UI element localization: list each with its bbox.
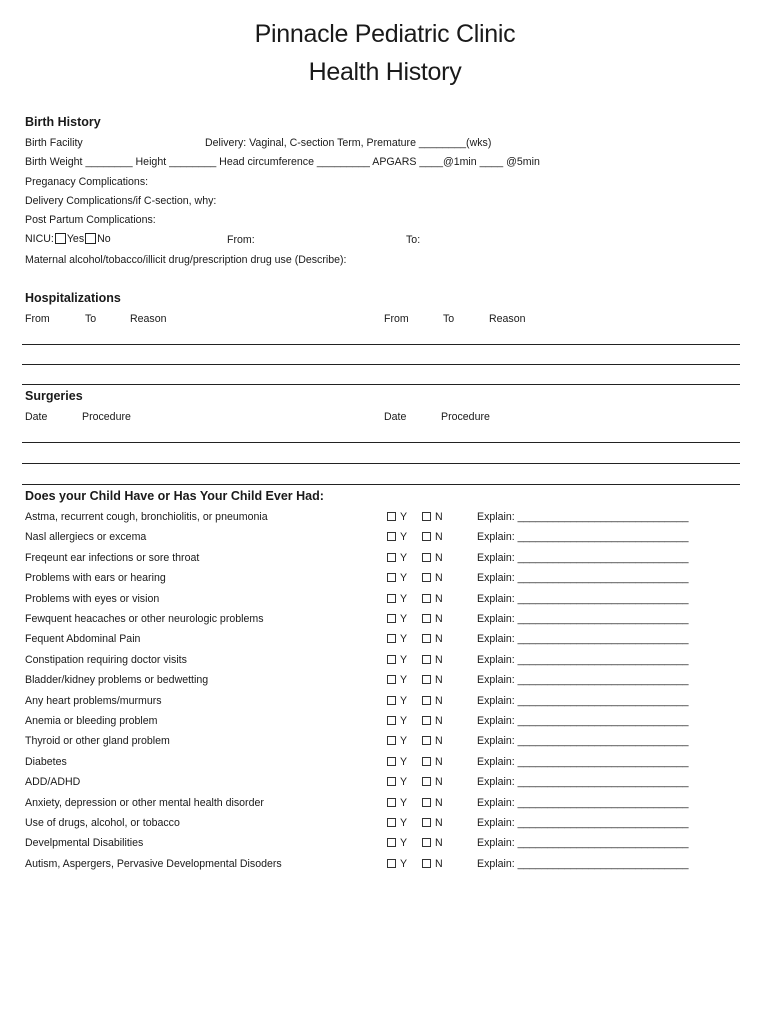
hosp-entry-line[interactable]: [22, 364, 740, 365]
no-checkbox[interactable]: [422, 532, 431, 541]
condition-no-option[interactable]: [422, 593, 443, 605]
hosp-col-reason: Reason: [130, 313, 167, 325]
condition-label: Any heart problems/murmurs: [25, 695, 162, 707]
no-label: N: [435, 735, 443, 747]
condition-no-option[interactable]: [422, 858, 443, 870]
yes-label: Y: [400, 633, 408, 645]
no-checkbox[interactable]: [422, 818, 431, 827]
no-label: N: [435, 695, 443, 707]
condition-yes-option[interactable]: [387, 654, 407, 666]
condition-explain-field[interactable]: Explain: _____________________________: [477, 531, 689, 543]
yes-label: Y: [400, 817, 408, 829]
condition-yes-option[interactable]: [387, 613, 407, 625]
clinic-name: Pinnacle Pediatric Clinic: [254, 20, 516, 48]
yes-checkbox[interactable]: [387, 512, 396, 521]
condition-label: Thyroid or other gland problem: [25, 735, 170, 747]
condition-explain-field[interactable]: Explain: _____________________________: [477, 633, 689, 645]
yes-checkbox[interactable]: [387, 736, 396, 745]
no-label: N: [435, 817, 443, 829]
no-checkbox[interactable]: [422, 614, 431, 623]
yes-label: Y: [400, 552, 408, 564]
condition-yes-option[interactable]: [387, 797, 407, 809]
condition-no-option[interactable]: [422, 552, 443, 564]
condition-no-option[interactable]: [422, 613, 443, 625]
no-label: N: [435, 572, 443, 584]
no-label: N: [435, 674, 443, 686]
yes-checkbox[interactable]: [387, 553, 396, 562]
condition-label: ADD/ADHD: [25, 776, 81, 788]
nicu-yes-checkbox[interactable]: [55, 233, 66, 244]
condition-label: Use of drugs, alcohol, or tobacco: [25, 817, 180, 829]
condition-yes-option[interactable]: [387, 837, 407, 849]
condition-explain-field[interactable]: Explain: _____________________________: [477, 837, 689, 849]
yes-checkbox[interactable]: [387, 573, 396, 582]
yes-label: Y: [400, 837, 408, 849]
no-checkbox[interactable]: [422, 675, 431, 684]
hosp-col-to: To: [85, 313, 97, 325]
hosp-col-reason-2: Reason: [489, 313, 526, 325]
condition-yes-option[interactable]: [387, 858, 407, 870]
condition-no-option[interactable]: [422, 572, 443, 584]
yes-checkbox[interactable]: [387, 696, 396, 705]
condition-no-option[interactable]: [422, 735, 443, 747]
no-label: N: [435, 593, 443, 605]
condition-no-option[interactable]: [422, 511, 443, 523]
maternal-use-label: Maternal alcohol/tobacco/illicit drug/prescription drug use (Describe):: [25, 254, 347, 266]
yes-checkbox[interactable]: [387, 634, 396, 643]
condition-yes-option[interactable]: [387, 593, 407, 605]
no-label: N: [435, 776, 443, 788]
no-label: N: [435, 654, 443, 666]
condition-yes-option[interactable]: [387, 715, 407, 727]
yes-label: Y: [400, 674, 408, 686]
hosp-col-from: From: [25, 313, 50, 325]
condition-yes-option[interactable]: [387, 735, 407, 747]
birth-history-heading: Birth History: [25, 115, 101, 129]
no-checkbox[interactable]: [422, 838, 431, 847]
hospitalizations-heading: Hospitalizations: [25, 291, 121, 305]
condition-label: Anemia or bleeding problem: [25, 715, 158, 727]
yes-label: Y: [400, 756, 408, 768]
condition-no-option[interactable]: [422, 756, 443, 768]
nicu-row: [25, 233, 111, 245]
condition-label: Diabetes: [25, 756, 67, 768]
birth-measurements-line: Birth Weight ________ Height ________ Head circumference _________ APGARS ____@1min ____ @5min: [25, 156, 540, 168]
condition-no-option[interactable]: [422, 817, 443, 829]
yes-checkbox[interactable]: [387, 614, 396, 623]
yes-checkbox[interactable]: [387, 818, 396, 827]
condition-explain-field[interactable]: Explain: _____________________________: [477, 776, 689, 788]
condition-explain-field[interactable]: Explain: _____________________________: [477, 552, 689, 564]
no-checkbox[interactable]: [422, 594, 431, 603]
condition-label: Constipation requiring doctor visits: [25, 654, 187, 666]
no-checkbox[interactable]: [422, 655, 431, 664]
no-checkbox[interactable]: [422, 696, 431, 705]
condition-label: Autism, Aspergers, Pervasive Developmental Disoders: [25, 858, 282, 870]
yes-label: Y: [400, 511, 408, 523]
condition-yes-option[interactable]: [387, 633, 407, 645]
condition-explain-field[interactable]: Explain: _____________________________: [477, 858, 689, 870]
yes-label: Y: [400, 593, 408, 605]
nicu-label: NICU:: [25, 233, 54, 245]
condition-explain-field[interactable]: Explain: _____________________________: [477, 817, 689, 829]
condition-explain-field[interactable]: Explain: _____________________________: [477, 511, 689, 523]
condition-yes-option[interactable]: [387, 776, 407, 788]
condition-explain-field[interactable]: Explain: _____________________________: [477, 715, 689, 727]
no-label: N: [435, 633, 443, 645]
nicu-no-checkbox[interactable]: [85, 233, 96, 244]
condition-label: Fewquent heacaches or other neurologic problems: [25, 613, 264, 625]
condition-no-option[interactable]: [422, 674, 443, 686]
delivery-line: Delivery: Vaginal, C-section Term, Premature ________(wks): [205, 137, 492, 149]
condition-label: Nasl allergiecs or excema: [25, 531, 147, 543]
yes-checkbox[interactable]: [387, 594, 396, 603]
hosp-col-to-2: To: [443, 313, 455, 325]
condition-yes-option[interactable]: [387, 531, 407, 543]
surg-col-date: Date: [25, 411, 48, 423]
no-label: N: [435, 858, 443, 870]
surgeries-heading: Surgeries: [25, 389, 83, 403]
yes-label: Y: [400, 715, 408, 727]
no-checkbox[interactable]: [422, 716, 431, 725]
pregnancy-complications-label: Preganacy Complications:: [25, 176, 149, 188]
yes-checkbox[interactable]: [387, 777, 396, 786]
surg-col-procedure-2: Procedure: [441, 411, 490, 423]
yes-label: Y: [400, 654, 408, 666]
post-partum-label: Post Partum Complications:: [25, 214, 156, 226]
condition-explain-field[interactable]: Explain: _____________________________: [477, 572, 689, 584]
no-checkbox[interactable]: [422, 573, 431, 582]
condition-no-option[interactable]: [422, 776, 443, 788]
condition-yes-option[interactable]: [387, 695, 407, 707]
condition-yes-option[interactable]: [387, 572, 407, 584]
yes-checkbox[interactable]: [387, 757, 396, 766]
yes-label: Y: [400, 695, 408, 707]
yes-label: Y: [400, 572, 408, 584]
surg-col-date-2: Date: [384, 411, 407, 423]
condition-label: Astma, recurrent cough, bronchiolitis, or pneumonia: [25, 511, 268, 523]
condition-no-option[interactable]: [422, 654, 443, 666]
condition-yes-option[interactable]: [387, 511, 407, 523]
condition-explain-field[interactable]: Explain: _____________________________: [477, 735, 689, 747]
yes-checkbox[interactable]: [387, 655, 396, 664]
no-checkbox[interactable]: [422, 736, 431, 745]
delivery-complications-label: Delivery Complications/if C-section, why:: [25, 195, 217, 207]
no-label: N: [435, 756, 443, 768]
hosp-col-from-2: From: [384, 313, 409, 325]
surgery-entry-line[interactable]: [22, 442, 740, 443]
no-label: N: [435, 797, 443, 809]
nicu-no-label: No: [97, 233, 111, 245]
nicu-from-label: From:: [227, 234, 255, 246]
yes-label: Y: [400, 797, 408, 809]
no-label: N: [435, 552, 443, 564]
condition-label: Anxiety, depression or other mental health disorder: [25, 797, 264, 809]
nicu-to-label: To:: [406, 234, 421, 246]
no-checkbox[interactable]: [422, 553, 431, 562]
condition-explain-field[interactable]: Explain: _____________________________: [477, 797, 689, 809]
condition-yes-option[interactable]: [387, 552, 407, 564]
no-checkbox[interactable]: [422, 757, 431, 766]
no-checkbox[interactable]: [422, 634, 431, 643]
yes-label: Y: [400, 858, 408, 870]
form-title: Health History: [308, 58, 462, 86]
nicu-yes-label: Yes: [66, 233, 85, 245]
condition-explain-field[interactable]: Explain: _____________________________: [477, 654, 689, 666]
condition-explain-field[interactable]: Explain: _____________________________: [477, 593, 689, 605]
condition-no-option[interactable]: [422, 715, 443, 727]
condition-no-option[interactable]: [422, 633, 443, 645]
yes-checkbox[interactable]: [387, 675, 396, 684]
condition-no-option[interactable]: [422, 695, 443, 707]
surgery-entry-line[interactable]: [22, 463, 740, 464]
condition-label: Freqeunt ear infections or sore throat: [25, 552, 200, 564]
condition-no-option[interactable]: [422, 797, 443, 809]
hosp-entry-line[interactable]: [22, 344, 740, 345]
conditions-heading: Does your Child Have or Has Your Child Ever Had:: [25, 489, 324, 503]
condition-no-option[interactable]: [422, 531, 443, 543]
condition-yes-option[interactable]: [387, 674, 407, 686]
yes-label: Y: [400, 776, 408, 788]
no-checkbox[interactable]: [422, 859, 431, 868]
no-label: N: [435, 837, 443, 849]
yes-label: Y: [400, 613, 408, 625]
no-label: N: [435, 531, 443, 543]
condition-label: Develpmental Disabilities: [25, 837, 144, 849]
condition-yes-option[interactable]: [387, 756, 407, 768]
no-checkbox[interactable]: [422, 512, 431, 521]
no-label: N: [435, 511, 443, 523]
yes-label: Y: [400, 531, 408, 543]
yes-checkbox[interactable]: [387, 859, 396, 868]
condition-yes-option[interactable]: [387, 817, 407, 829]
condition-label: Problems with ears or hearing: [25, 572, 166, 584]
birth-facility-label: Birth Facility: [25, 137, 83, 149]
yes-checkbox[interactable]: [387, 716, 396, 725]
hosp-entry-line[interactable]: [22, 384, 740, 385]
yes-checkbox[interactable]: [387, 798, 396, 807]
no-label: N: [435, 613, 443, 625]
condition-explain-field[interactable]: Explain: _____________________________: [477, 695, 689, 707]
no-label: N: [435, 715, 443, 727]
no-checkbox[interactable]: [422, 798, 431, 807]
condition-explain-field[interactable]: Explain: _____________________________: [477, 756, 689, 768]
condition-explain-field[interactable]: Explain: _____________________________: [477, 613, 689, 625]
condition-label: Bladder/kidney problems or bedwetting: [25, 674, 209, 686]
surg-col-procedure: Procedure: [82, 411, 131, 423]
condition-explain-field[interactable]: Explain: _____________________________: [477, 674, 689, 686]
surgery-entry-line[interactable]: [22, 484, 740, 485]
yes-checkbox[interactable]: [387, 838, 396, 847]
condition-label: Fequent Abdominal Pain: [25, 633, 141, 645]
yes-label: Y: [400, 735, 408, 747]
yes-checkbox[interactable]: [387, 532, 396, 541]
no-checkbox[interactable]: [422, 777, 431, 786]
condition-label: Problems with eyes or vision: [25, 593, 160, 605]
condition-no-option[interactable]: [422, 837, 443, 849]
